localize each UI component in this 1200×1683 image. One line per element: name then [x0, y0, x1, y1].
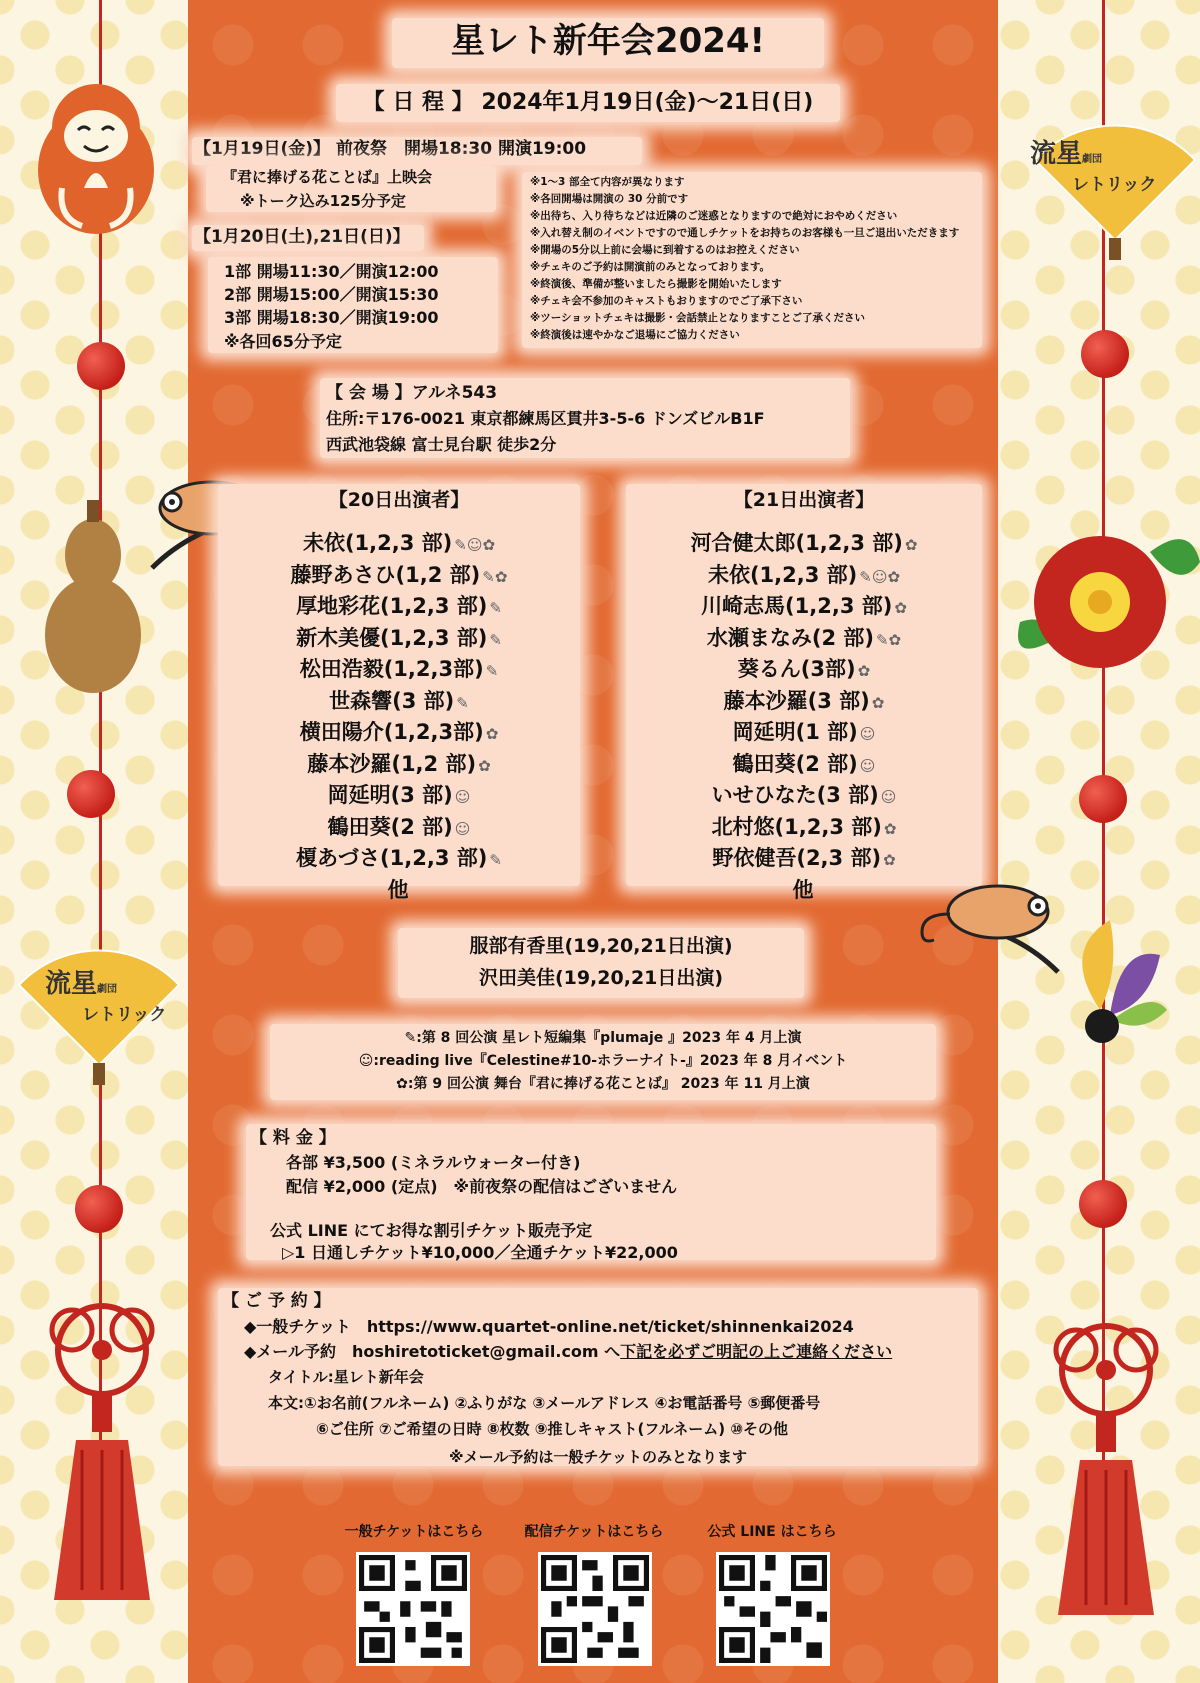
- performance-mark-icon: ✿: [883, 819, 897, 838]
- price-stream: 配信 ¥2,000 (定点) ※前夜祭の配信はございません: [286, 1177, 678, 1196]
- legend-line: ✿:第 9 回公演 舞台『君に捧げる花ことば』 2023 年 11 月上演: [396, 1076, 810, 1092]
- cast20-heading: 【20日出演者】: [328, 489, 470, 511]
- performance-mark-icon: ✿: [883, 851, 896, 869]
- cast-row: 北村悠(1,2,3 部) ✿: [711, 814, 897, 839]
- performance-mark-icon: ☺: [880, 788, 897, 806]
- price-discount: ▷1 日通しチケット¥10,000／全通チケット¥22,000: [282, 1243, 678, 1262]
- cast-row: 未依(1,2,3 部) ✎☺✿: [707, 562, 901, 587]
- camellia-icon: [1010, 512, 1200, 692]
- qr-code-icon: [541, 1555, 649, 1663]
- performance-mark-icon: ☺: [859, 756, 876, 775]
- cast-row: 他: [387, 877, 409, 902]
- tassel-icon: [32, 1300, 172, 1610]
- venue-address: 住所:〒176-0021 東京都練馬区貫井3-5-6 ドンズビルB1F: [326, 409, 765, 428]
- performance-mark-icon: ✎☺✿: [454, 536, 496, 554]
- note-line: ※各回開場は開演の 30 分前です: [530, 193, 689, 205]
- feather-ornament-icon: [1050, 920, 1170, 1050]
- performance-mark-icon: ✎: [456, 693, 469, 712]
- fan-logo-left-subtext: レトリック: [82, 1005, 167, 1025]
- fan-logo-right-text: 流星劇団: [1030, 139, 1103, 169]
- cast-row: 葵るん(3部) ✿: [737, 657, 871, 681]
- performance-mark-icon: ✎: [489, 851, 502, 869]
- performance-mark-icon: ✿: [857, 662, 871, 680]
- gourd-icon: [38, 500, 148, 695]
- cast-row: 松田浩毅(1,2,3部) ✎: [299, 657, 499, 681]
- note-line: ※出待ち、入り待ちなどは近隣のご迷惑となりますので絶対におやめください: [530, 210, 898, 222]
- cast-row: いせひなた(3 部) ☺: [711, 783, 897, 807]
- cast-row: 岡延明(3 部) ☺: [327, 783, 471, 807]
- performance-mark-icon: ✎✿: [875, 630, 902, 649]
- reserve-general-link[interactable]: ◆一般チケット https://www.quartet-online.net/ticket/shinnenkai2024: [244, 1317, 854, 1336]
- cast-row: 水瀬まなみ(2 部) ✎✿: [706, 625, 902, 650]
- note-line: ※チェキ会不参加のキャストもおりますのでご了承下さい: [530, 295, 803, 307]
- schedule-line: 【 日 程 】 2024年1月19日(金)〜21日(日): [362, 90, 814, 115]
- eve-line-2: ※トーク込み125分予定: [240, 192, 406, 210]
- cast-row: 川崎志馬(1,2,3 部) ✿: [701, 594, 907, 618]
- parts-note: ※各回65分予定: [224, 332, 342, 351]
- note-line: ※終演後は速やかなご退場にご協力ください: [530, 329, 740, 341]
- legend-line: ✎:第 8 回公演 星レト短編集『plumaje 』2023 年 4 月上演: [404, 1030, 802, 1046]
- price-label: 【 料 金 】: [250, 1128, 336, 1148]
- note-line: ※入れ替え制のイベントですので通しチケットをお持ちのお客様も一旦ご退出いただきます: [530, 227, 960, 239]
- cast-row: 鶴田葵(2 部) ☺: [327, 814, 471, 839]
- cast-row: 藤野あさひ(1,2 部) ✎✿: [290, 562, 508, 587]
- cast21-list: [626, 528, 982, 906]
- cast-row: 厚地彩花(1,2,3 部) ✎: [296, 594, 502, 618]
- note-line: ※チェキのご予約は開演前のみとなっております。: [530, 261, 771, 273]
- cast-row: 横田陽介(1,2,3部) ✿: [299, 720, 499, 744]
- left-bead-3: [75, 1185, 123, 1233]
- cast-row: 新木美優(1,2,3 部) ✎: [296, 625, 502, 650]
- performance-mark-icon: ✿: [871, 693, 885, 712]
- qr-code-line[interactable]: [716, 1552, 830, 1666]
- reserve-label: 【 ご 予 約 】: [222, 1291, 331, 1311]
- allday-cast-2: 沢田美佳(19,20,21日出演): [478, 967, 724, 989]
- performance-mark-icon: ✎: [489, 630, 502, 649]
- fan-logo-right-subtext: レトリック: [1072, 175, 1157, 195]
- performance-mark-icon: ☺: [454, 788, 471, 806]
- cast-row: 世森響(3 部) ✎: [329, 688, 469, 713]
- part-2: 2部 開場15:00／開演15:30: [224, 285, 439, 304]
- performance-mark-icon: ✿: [894, 599, 907, 617]
- cast20-list: [218, 528, 580, 906]
- qr-code-icon: [719, 1555, 827, 1663]
- qr-label-general: 一般チケットはこちら: [344, 1524, 484, 1540]
- note-line: ※ツーショットチェキは撮影・会話禁止となりますことご了承ください: [530, 312, 865, 324]
- chameleon-icon: [918, 872, 1068, 982]
- left-bead-1: [77, 342, 125, 390]
- right-bead-3: [1079, 1180, 1127, 1228]
- performance-mark-icon: ✎: [489, 599, 502, 617]
- note-line: ※開場の5分以上前に会場に到着するのはお控えください: [530, 244, 800, 256]
- performance-mark-icon: ✿: [478, 756, 491, 775]
- reserve-mail[interactable]: ◆メール予約 hoshiretoticket@gmail.com へ下記を必ずご明記の上ご連絡ください: [244, 1342, 893, 1361]
- eve-heading: 【1月19日(金)】 前夜祭 開場18:30 開演19:00: [194, 139, 587, 159]
- left-bead-2: [67, 770, 115, 818]
- qr-label-line: 公式 LINE はこちら: [707, 1524, 837, 1540]
- note-line: ※1〜3 部全て内容が異なります: [530, 176, 685, 188]
- performance-mark-icon: ✎☺✿: [859, 567, 901, 586]
- cast-row: 岡延明(1 部) ☺: [732, 720, 876, 744]
- cast-row: 鶴田葵(2 部) ☺: [732, 751, 876, 776]
- cast-row: 榎あづさ(1,2,3 部) ✎: [296, 846, 502, 870]
- cast21-heading: 【21日出演者】: [733, 489, 875, 511]
- performance-mark-icon: ✿: [904, 536, 918, 554]
- reserve-body-2: ⑥ご住所 ⑦ご希望の日時 ⑧枚数 ⑨推しキャスト(フルネーム) ⑩その他: [316, 1420, 789, 1438]
- venue-name: 【 会 場 】アルネ543: [326, 383, 498, 403]
- cast-row: 藤本沙羅(1,2 部) ✿: [307, 751, 491, 776]
- reserve-note: ※メール予約は一般チケットのみとなります: [449, 1448, 747, 1466]
- qr-code-stream[interactable]: [538, 1552, 652, 1666]
- price-line-note: 公式 LINE にてお得な割引チケット販売予定: [270, 1221, 593, 1240]
- qr-code-general[interactable]: [356, 1552, 470, 1666]
- performance-mark-icon: ☺: [859, 725, 876, 743]
- allday-cast-1: 服部有香里(19,20,21日出演): [469, 935, 733, 957]
- part-3: 3部 開場18:30／開演19:00: [224, 308, 439, 327]
- cast-row: 他: [792, 877, 814, 902]
- performance-mark-icon: ✎✿: [482, 567, 508, 586]
- page-title: 星レト新年会2024!: [450, 21, 766, 61]
- main-days-heading: 【1月20日(土),21日(日)】: [194, 227, 410, 247]
- venue-access: 西武池袋線 富士見台駅 徒歩2分: [326, 435, 557, 454]
- reserve-subject: タイトル:星レト新年会: [268, 1368, 424, 1386]
- price-each: 各部 ¥3,500 (ミネラルウォーター付き): [286, 1153, 581, 1172]
- fan-logo-left-text: 流星劇団: [45, 969, 118, 999]
- reserve-body-1: 本文:①お名前(フルネーム) ②ふりがな ③メールアドレス ④お電話番号 ⑤郵便番号: [268, 1394, 821, 1412]
- cast-row: 藤本沙羅(3 部) ✿: [723, 688, 885, 713]
- qr-label-stream: 配信チケットはこちら: [524, 1524, 664, 1540]
- cast-row: 未依(1,2,3 部) ✎☺✿: [302, 531, 496, 555]
- right-bead-1: [1081, 330, 1129, 378]
- eve-line-1: 『君に捧げる花ことば』上映会: [222, 168, 433, 186]
- qr-code-icon: [359, 1555, 467, 1663]
- performance-mark-icon: ☺: [454, 819, 471, 838]
- performance-mark-icon: ✎: [485, 662, 499, 680]
- tassel-icon: [1036, 1320, 1176, 1620]
- daruma-icon: [28, 78, 164, 238]
- performance-mark-icon: ✿: [485, 725, 499, 743]
- note-line: ※終演後、準備が整いましたら撮影を開始いたします: [530, 278, 782, 290]
- cast-row: 野依健吾(2,3 部) ✿: [712, 846, 896, 870]
- part-1: 1部 開場11:30／開演12:00: [224, 262, 439, 281]
- cast-row: 河合健太郎(1,2,3 部) ✿: [690, 531, 918, 555]
- right-bead-2: [1079, 775, 1127, 823]
- legend-line: ☺:reading live『Celestine#10-ホラーナイト-』2023 年 8 月イベント: [358, 1053, 848, 1069]
